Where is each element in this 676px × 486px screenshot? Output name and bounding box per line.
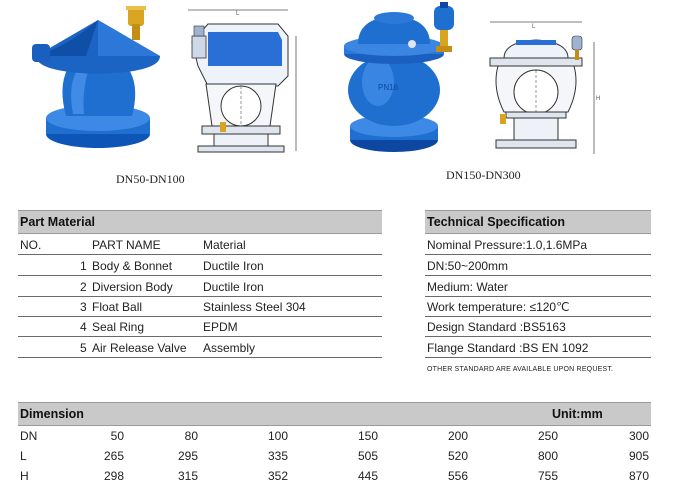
header-material: Material	[203, 238, 246, 252]
part-material-column-headers	[18, 235, 382, 255]
spec-dn: DN:50~200mm	[427, 259, 509, 273]
part-no: 2	[80, 280, 87, 294]
table-row	[18, 317, 382, 337]
spec-row	[425, 297, 651, 317]
dimension-row-label: DN	[20, 429, 38, 443]
part-name: Float Ball	[92, 300, 143, 314]
dimension-cell: 80	[184, 429, 198, 443]
table-row	[18, 338, 382, 358]
dimension-cell: 200	[447, 429, 468, 443]
part-no: 3	[80, 300, 87, 314]
spec-design-standard: Design Standard :BS5163	[427, 320, 566, 334]
dimension-row-dn	[18, 426, 651, 446]
spec-flange-standard: Flange Standard :BS EN 1092	[427, 341, 589, 355]
table-row	[18, 277, 382, 297]
spec-row	[425, 317, 651, 337]
part-material: EPDM	[203, 320, 238, 334]
dimension-cell: 265	[103, 449, 124, 463]
dimension-cell: 298	[103, 469, 124, 483]
tech-spec-header	[425, 210, 651, 234]
part-material: Ductile Iron	[203, 280, 264, 294]
drawing-label-l2: L	[532, 24, 536, 30]
header-no: NO.	[20, 238, 42, 252]
spec-nominal-pressure: Nominal Pressure:1.0,1.6MPa	[427, 238, 588, 252]
dimension-cell: 505	[357, 449, 378, 463]
caption-right: DN150-DN300	[446, 168, 521, 182]
spec-note: OTHER STANDARD ARE AVAILABLE UPON REQUEST.	[427, 366, 614, 373]
spec-row	[425, 277, 651, 297]
dimension-unit: Unit:mm	[552, 407, 603, 421]
part-name: Body & Bonnet	[92, 259, 173, 273]
dimension-header	[18, 402, 651, 426]
part-material: Stainless Steel 304	[203, 300, 306, 314]
dimension-cell: 445	[357, 469, 378, 483]
dimension-cell: 905	[628, 449, 649, 463]
header-part-name: PART NAME	[92, 238, 161, 252]
dimension-cell: 800	[537, 449, 558, 463]
part-name: Seal Ring	[92, 320, 145, 334]
valve-photo-large	[338, 2, 468, 158]
dimension-cell: 250	[537, 429, 558, 443]
dimension-cell: 50	[110, 429, 124, 443]
dimension-cell: 315	[177, 469, 198, 483]
spec-work-temperature: Work temperature: ≤120℃	[427, 300, 570, 314]
part-no: 4	[80, 320, 87, 334]
part-material-title: Part Material	[20, 215, 96, 229]
part-material: Assembly	[203, 341, 256, 355]
caption-left: DN50-DN100	[116, 172, 185, 186]
tech-spec-title: Technical Specification	[427, 215, 566, 229]
part-material-header	[18, 210, 382, 234]
spec-row	[425, 338, 651, 358]
valve-photo-small	[28, 6, 168, 156]
part-name: Diversion Body	[92, 280, 173, 294]
table-row	[18, 256, 382, 276]
dimension-cell: 100	[267, 429, 288, 443]
part-no: 1	[80, 259, 87, 273]
dimension-cell: 520	[447, 449, 468, 463]
table-row	[18, 297, 382, 317]
valve-drawing-large	[482, 18, 608, 158]
part-material: Ductile Iron	[203, 259, 264, 273]
dimension-cell: 150	[357, 429, 378, 443]
spec-row	[425, 256, 651, 276]
svg-text:PN16: PN16	[378, 83, 399, 92]
part-no: 5	[80, 341, 87, 355]
dimension-cell: 870	[628, 469, 649, 483]
dimension-cell: 335	[267, 449, 288, 463]
spec-row	[425, 235, 651, 255]
drawing-label-h: H	[596, 96, 601, 102]
dimension-cell: 295	[177, 449, 198, 463]
dimension-row-label: L	[20, 449, 27, 463]
spec-medium: Medium: Water	[427, 280, 508, 294]
valve-drawing-small	[178, 6, 308, 156]
dimension-title: Dimension	[20, 407, 84, 421]
dimension-cell: 755	[537, 469, 558, 483]
dimension-cell: 300	[628, 429, 649, 443]
dimension-row-l	[18, 446, 651, 466]
part-name: Air Release Valve	[92, 341, 187, 355]
dimension-cell: 352	[267, 469, 288, 483]
dimension-cell: 556	[447, 469, 468, 483]
dimension-row-h	[18, 466, 651, 486]
drawing-label-l: L	[236, 11, 240, 17]
dimension-row-label: H	[20, 469, 29, 483]
